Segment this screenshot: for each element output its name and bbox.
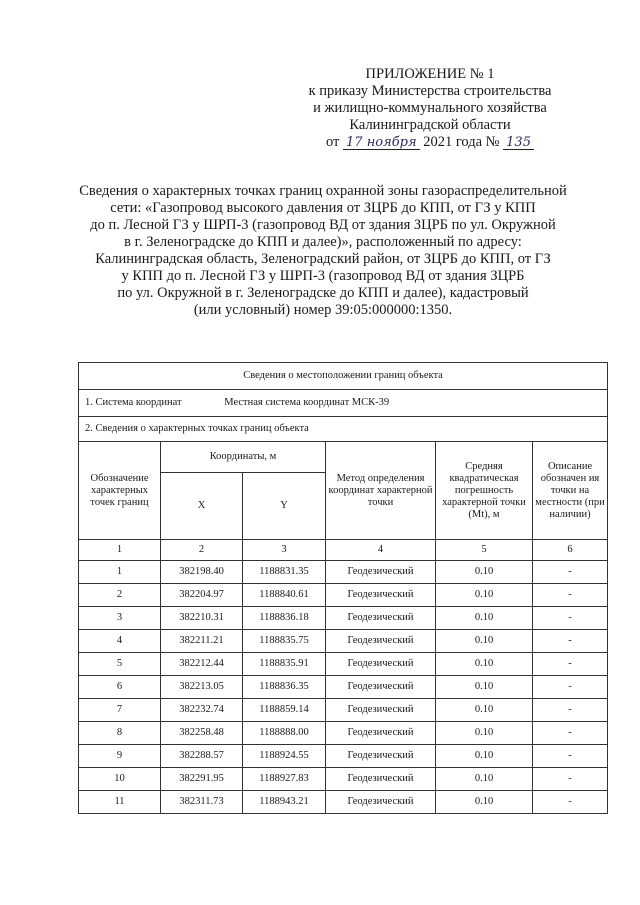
handwritten-date: 17 ноября [343,136,420,150]
method-cell: Геодезический [326,584,436,607]
appendix-title: ПРИЛОЖЕНИЕ № 1 [365,66,495,82]
method-cell: Геодезический [326,722,436,745]
summary-line: по ул. Окружной в г. Зеленоградске до КПП и далее), кадастровый [117,285,529,301]
column-number: 4 [326,540,436,561]
x-coordinate-cell: 382232.74 [161,699,243,722]
method-cell: Геодезический [326,561,436,584]
description-cell: - [533,630,608,653]
header-method: Метод определения координат характерной точки [326,442,436,540]
summary-line: Сведения о характерных точках границ охранной зоны газораспределительной [79,183,567,199]
table-row [79,745,608,768]
y-coordinate-cell: 1188831.35 [243,561,326,584]
table-row [79,630,608,653]
error-cell: 0.10 [436,653,533,676]
table-row [79,791,608,814]
y-coordinate-cell: 1188888.00 [243,722,326,745]
table-row [79,584,608,607]
point-id-cell: 6 [79,676,161,699]
boundary-points-table [78,362,608,814]
table-row [79,607,608,630]
point-id-cell: 5 [79,653,161,676]
error-cell: 0.10 [436,745,533,768]
coordinate-system-cell [79,390,608,417]
x-coordinate-cell: 382198.40 [161,561,243,584]
x-coordinate-cell: 382210.31 [161,607,243,630]
table-row [79,699,608,722]
error-cell: 0.10 [436,722,533,745]
description-cell: - [533,561,608,584]
coordinate-system-label: 1. Система координат [85,397,182,408]
y-coordinate-cell: 1188924.55 [243,745,326,768]
error-cell: 0.10 [436,561,533,584]
error-cell: 0.10 [436,676,533,699]
method-cell: Геодезический [326,653,436,676]
description-cell: - [533,676,608,699]
table-row [79,561,608,584]
x-coordinate-cell: 382211.21 [161,630,243,653]
description-cell: - [533,768,608,791]
method-cell: Геодезический [326,676,436,699]
summary-paragraph [78,183,568,319]
header-x: X [161,473,243,540]
table-row [79,676,608,699]
y-coordinate-cell: 1188859.14 [243,699,326,722]
method-cell: Геодезический [326,607,436,630]
point-id-cell: 2 [79,584,161,607]
description-cell: - [533,699,608,722]
error-cell: 0.10 [436,699,533,722]
error-cell: 0.10 [436,630,533,653]
date-prefix: от [326,134,340,150]
header-coords: Координаты, м [161,442,326,473]
point-id-cell: 1 [79,561,161,584]
column-number: 3 [243,540,326,561]
column-number: 5 [436,540,533,561]
appendix-header [300,66,560,151]
summary-line: Калининградская область, Зеленоградский район, от ЗЦРБ до КПП, от ГЗ [95,251,551,267]
x-coordinate-cell: 382291.95 [161,768,243,791]
point-id-cell: 4 [79,630,161,653]
header-description: Описание обозначен ия точки на местности (при наличии) [533,442,608,540]
appendix-line-2: и жилищно-коммунального хозяйства [313,100,547,116]
description-cell: - [533,791,608,814]
column-number: 2 [161,540,243,561]
coordinate-system-row [79,390,608,417]
error-cell: 0.10 [436,607,533,630]
column-number-row [79,540,608,561]
section-2-title: 2. Сведения о характерных точках границ объекта [79,417,608,442]
point-id-cell: 11 [79,791,161,814]
method-cell: Геодезический [326,745,436,768]
appendix-line-3: Калининградской области [349,117,511,133]
header-error: Средняя квадратическая погрешность характерной точки (Mt), м [436,442,533,540]
y-coordinate-cell: 1188943.21 [243,791,326,814]
summary-line: (или условный) номер 39:05:000000:1350. [193,302,453,318]
x-coordinate-cell: 382288.57 [161,745,243,768]
y-coordinate-cell: 1188836.35 [243,676,326,699]
header-point: Обозначение характерных точек границ [79,442,161,540]
point-id-cell: 9 [79,745,161,768]
handwritten-number: 135 [503,136,534,150]
x-coordinate-cell: 382213.05 [161,676,243,699]
method-cell: Геодезический [326,768,436,791]
method-cell: Геодезический [326,791,436,814]
column-number: 1 [79,540,161,561]
column-number: 6 [533,540,608,561]
y-coordinate-cell: 1188840.61 [243,584,326,607]
table-title: Сведения о местоположении границ объекта [79,363,608,390]
description-cell: - [533,745,608,768]
method-cell: Геодезический [326,630,436,653]
table-row [79,722,608,745]
description-cell: - [533,722,608,745]
table-row [79,768,608,791]
error-cell: 0.10 [436,768,533,791]
description-cell: - [533,653,608,676]
y-coordinate-cell: 1188835.91 [243,653,326,676]
appendix-line-1: к приказу Министерства строительства [308,83,552,99]
y-coordinate-cell: 1188835.75 [243,630,326,653]
header-y: Y [243,473,326,540]
point-id-cell: 3 [79,607,161,630]
summary-line: в г. Зеленоградске до КПП и далее)», расположенный по адресу: [124,234,522,250]
x-coordinate-cell: 382204.97 [161,584,243,607]
section-2-row [79,417,608,442]
table-row [79,653,608,676]
description-cell: - [533,584,608,607]
error-cell: 0.10 [436,791,533,814]
description-cell: - [533,607,608,630]
method-cell: Геодезический [326,699,436,722]
point-id-cell: 7 [79,699,161,722]
x-coordinate-cell: 382258.48 [161,722,243,745]
date-year: 2021 года № [423,134,500,150]
appendix-date-line [300,134,560,151]
x-coordinate-cell: 382311.73 [161,791,243,814]
summary-line: сети: «Газопровод высокого давления от ЗЦРБ до КПП, от ГЗ у КПП [110,200,536,216]
y-coordinate-cell: 1188927.83 [243,768,326,791]
table-title-row [79,363,608,390]
summary-line: до п. Лесной ГЗ у ШРП-3 (газопровод ВД от здания ЗЦРБ по ул. Окружной [90,217,556,233]
point-id-cell: 10 [79,768,161,791]
coordinate-system-value: Местная система координат МСК-39 [224,397,390,408]
header-row-1 [79,442,608,473]
error-cell: 0.10 [436,584,533,607]
y-coordinate-cell: 1188836.18 [243,607,326,630]
x-coordinate-cell: 382212.44 [161,653,243,676]
summary-line: у КПП до п. Лесной ГЗ у ШРП-3 (газопровод ВД от здания ЗЦРБ [121,268,525,284]
point-id-cell: 8 [79,722,161,745]
